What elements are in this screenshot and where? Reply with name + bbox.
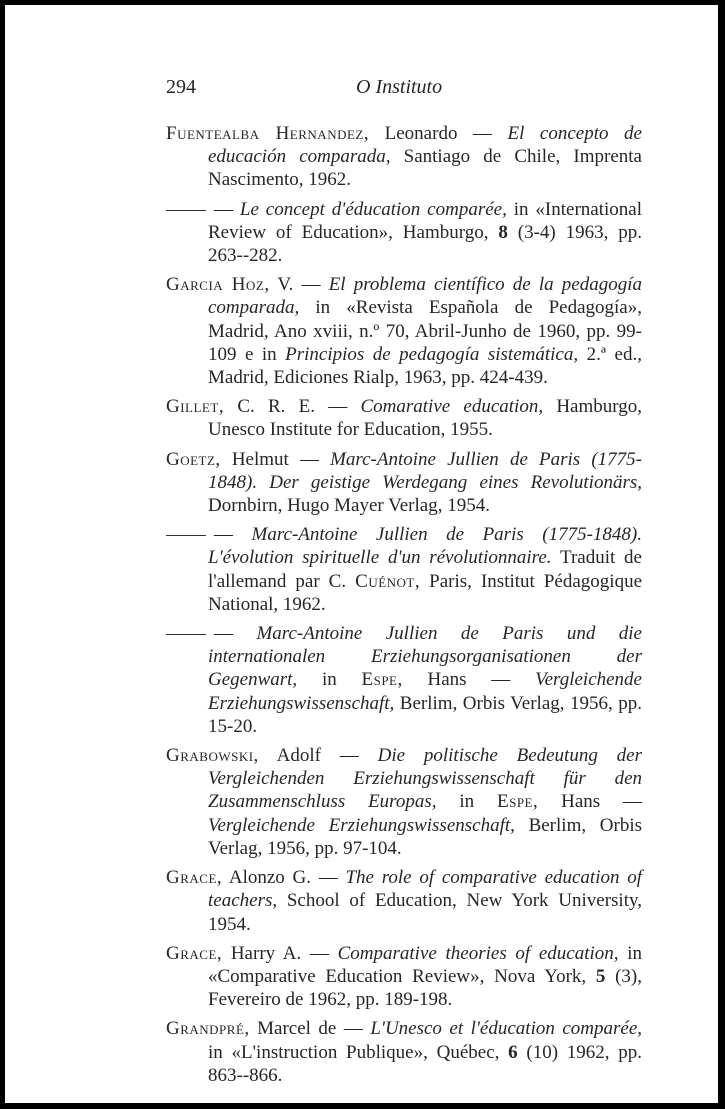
entry-author: Fuentealba Hernandez,: [166, 123, 370, 144]
entry-title-secondary: Vergleichende Erziehungswissenschaft,: [208, 669, 642, 714]
volume-number: 8: [498, 221, 508, 243]
entry-title: Marc-Antoine Jullien de Paris (1775-1848). L'évolution spirituelle d'un révolutionnaire.: [208, 524, 642, 569]
entry-title: Marc-Antoine Jullien de Paris und die internationalen Erziehungsorganisationen der Gegenwart,: [208, 623, 642, 691]
scan-border-bottom: [0, 1103, 725, 1109]
entry-title: The role of comparative education of teachers,: [208, 867, 643, 912]
entry-title: Die politische Bedeutung der Vergleichenden Erziehungswissenschaft für den Zusammenschluss Europas,: [208, 745, 643, 813]
translator-name: Cuénot,: [355, 570, 421, 592]
entry-title: L'Unesco et l'éducation comparée,: [370, 1018, 642, 1040]
bibliography-entry: Goetz, Helmut — Marc-Antoine Jullien de Paris (1775-1848). Der geistige Werdegang eines Revolutionärs, Dornbirn, Hugo Mayer Verlag, 1954.: [166, 448, 642, 517]
bibliography-entry: — Le concept d'éducation comparée, in «International Review of Education», Hamburgo, 8 (3-4) 1963, pp. 263--282.: [166, 198, 642, 268]
bibliography-entry: Gillet, C. R. E. — Comarative education, Hamburgo, Unesco Institute for Education, 1955.: [166, 396, 642, 441]
running-title: O Instituto: [356, 76, 443, 98]
ditto-dash: [166, 535, 206, 536]
entry-title: Comarative education,: [360, 396, 544, 418]
entry-dash: —: [214, 623, 233, 645]
bibliography-entry: Grace, Alonzo G. — The role of comparative education of teachers, School of Education, New York University, 1954.: [166, 867, 643, 935]
bibliography-entry: Grandpré, Marcel de — L'Unesco et l'éducation comparée, in «L'instruction Publique», Québec, 6 (10) 1962, pp. 863--866.: [166, 1018, 643, 1086]
entry-title-secondary: Vergleichende Erziehungswissenschaft,: [208, 814, 515, 836]
entry-title: Le concept d'éducation comparée,: [239, 198, 507, 220]
entry-author: Grabowski,: [166, 745, 259, 767]
page-header: [166, 72, 642, 102]
ditto-dash: [166, 634, 206, 635]
bibliography-entry: Garcia Hoz, V. — El problema científico de la pedagogía comparada, in «Revista Española de Pedagogía», Madrid, Ano xviii, n.º 70, Abril-Junho de 1960, pp. 99-109 e in Principios de pedagogía sistemática, 2.ª ed., Madrid, Ediciones Rialp, 1963, pp. 424-439.: [166, 274, 643, 389]
editor-name: Espe,: [496, 791, 539, 813]
bibliography-entry: Grabowski, Adolf — Die politische Bedeutung der Vergleichenden Erziehungswissenschaft für den Zusammenschluss Europas, in Espe, Hans — Vergleichende Erziehungswissenschaft, Berlim, Orbis Verlag, 1956, pp. 97-104.: [166, 745, 643, 859]
bibliography-entry: Fuentealba Hernandez, Leonardo — El concepto de educación comparada, Santiago de Chile, Imprenta Nascimento, 1962.: [166, 123, 642, 191]
editor-name: Espe,: [361, 669, 403, 691]
entry-author: Grandpré,: [166, 1018, 250, 1040]
entry-title: El concepto de educación comparada,: [208, 123, 642, 168]
entry-dash: —: [214, 198, 233, 220]
entry-title: El problema científico de la pedagogía comparada,: [208, 274, 643, 319]
entry-author: Garcia Hoz,: [166, 274, 270, 296]
entry-author: Grace,: [166, 867, 223, 889]
entry-title-secondary: Principios de pedagogía sistemática,: [285, 343, 579, 365]
bibliography-entry: Grace, Harry A. — Comparative theories of education, in «Comparative Education Review», Nova York, 5 (3), Fevereiro de 1962, pp. 189-198.: [166, 942, 642, 1011]
page-number: 294: [166, 76, 196, 98]
entry-author: Gillet,: [166, 396, 225, 418]
bibliography-entry: — Marc-Antoine Jullien de Paris und die internationalen Erziehungsorganisationen der Gegenwart, in Espe, Hans — Vergleichende Erziehungswissenschaft, Berlim, Orbis Verlag, 1956, pp. 15-20.: [166, 622, 642, 738]
scan-border-top: [0, 0, 725, 5]
ditto-dash: [166, 210, 206, 211]
bibliography-entry: — Marc-Antoine Jullien de Paris (1775-1848). L'évolution spirituelle d'un révolutionnaire. Traduit de l'allemand par C. Cuénot, Paris, Institut Pédagogique National, 1962.: [166, 523, 642, 616]
entry-author: Goetz,: [166, 448, 221, 470]
scan-border-left: [0, 0, 5, 1109]
entry-dash: —: [214, 524, 233, 546]
entry-author: Grace,: [166, 942, 223, 964]
scan-border-right: [718, 0, 725, 1109]
bibliography-list: [166, 122, 642, 1093]
volume-number: 5: [595, 965, 606, 987]
entry-title: Comparative theories of education,: [337, 942, 619, 964]
volume-number: 6: [508, 1041, 518, 1063]
entry-title: Marc-Antoine Jullien de Paris (1775-1848). Der geistige Werdegang eines Revolutionärs,: [208, 448, 642, 493]
